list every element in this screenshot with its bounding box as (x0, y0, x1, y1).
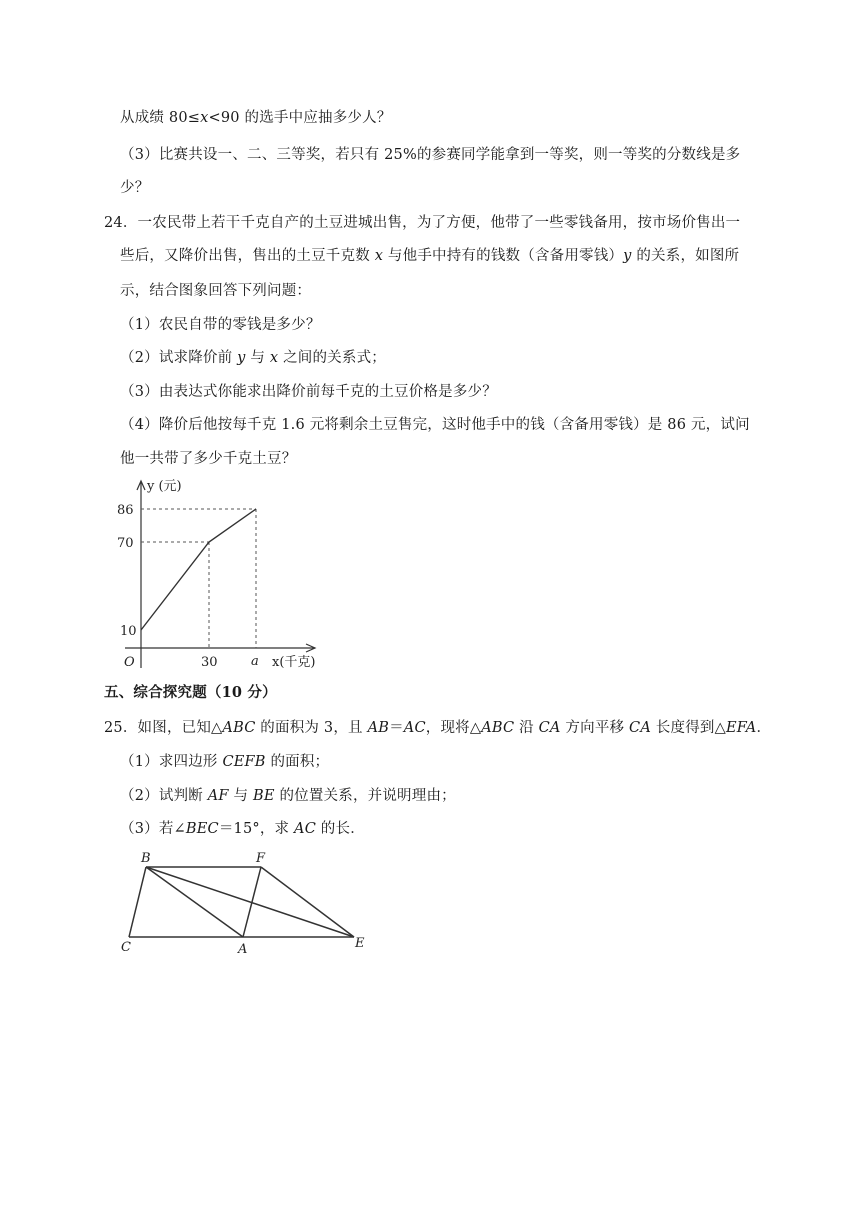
q24-sub3: （3）由表达式你能求出降价前每千克的土豆价格是多少？ (120, 384, 497, 400)
y-tick-86: 86 (117, 503, 134, 518)
segment-AF (243, 867, 261, 937)
q23-line: 从成绩 80≤x<90 的选手中应抽多少人？ (120, 110, 392, 126)
y-axis-arrow (137, 481, 145, 490)
label-A: A (238, 942, 248, 957)
q24-line3: 示，结合图象回答下列问题： (120, 283, 312, 299)
y-tick-70: 70 (117, 536, 134, 551)
segment-BE (146, 867, 354, 937)
x-axis-arrow (306, 644, 315, 652)
graph-guides (141, 509, 256, 648)
x-axis-label: x(千克) (272, 655, 316, 670)
q24-line2: 些后，又降价出售，售出的土豆千克数 x 与他手中持有的钱数（含备用零钱）y 的关系，如图所 (120, 248, 740, 264)
origin-label: O (124, 655, 135, 670)
segment-FE (261, 867, 354, 937)
q25-sub1: （1）求四边形 CEFB 的面积； (120, 754, 330, 770)
graph-axes (125, 481, 315, 668)
segment-BA (146, 867, 243, 937)
segment-CB (129, 867, 146, 937)
x-tick-a: a (251, 654, 259, 669)
figure-labels (121, 851, 365, 957)
label-B: B (141, 851, 151, 866)
section5-title: 五、综合探究题（10 分） (104, 684, 277, 701)
label-F: F (256, 851, 266, 866)
figure-lines (129, 867, 354, 937)
q25-sub3: （3）若∠BEC＝15°，求 AC 的长． (120, 821, 365, 837)
y-tick-10: 10 (120, 624, 137, 639)
x-tick-30: 30 (201, 655, 218, 670)
q24-sub2: （2）试求降价前 y 与 x 之间的关系式； (120, 350, 386, 366)
series-line (141, 509, 256, 630)
label-E: E (355, 936, 365, 951)
q24-line1: 24．一农民带上若干千克自产的土豆进城出售，为了方便，他带了一些零钱备用，按市场价售出一 (104, 215, 741, 231)
q24-sub4-line2: 他一共带了多少千克土豆？ (120, 451, 297, 467)
q25-sub2: （2）试判断 AF 与 BE 的位置关系，并说明理由； (120, 788, 456, 804)
q24-sub1: （1）农民自带的零钱是多少？ (120, 317, 321, 333)
q25-line1: 25．如图，已知△ABC 的面积为 3，且 AB＝AC，现将△ABC 沿 CA 方向平移 CA 长度得到△EFA． (104, 720, 772, 736)
graph-labels (117, 479, 315, 670)
q23-sub3-line1: （3）比赛共设一、二、三等奖，若只有 25%的参赛同学能拿到一等奖，则一等奖的分数线是多 (120, 147, 741, 163)
y-axis-label: y (元) (147, 479, 182, 494)
q23-sub3-line2: 少？ (120, 180, 150, 196)
q24-sub4-line1: （4）降价后他按每千克 1.6 元将剩余土豆售完，这时他手中的钱（含备用零钱）是 86 元，试问 (120, 417, 750, 433)
label-C: C (121, 940, 131, 955)
